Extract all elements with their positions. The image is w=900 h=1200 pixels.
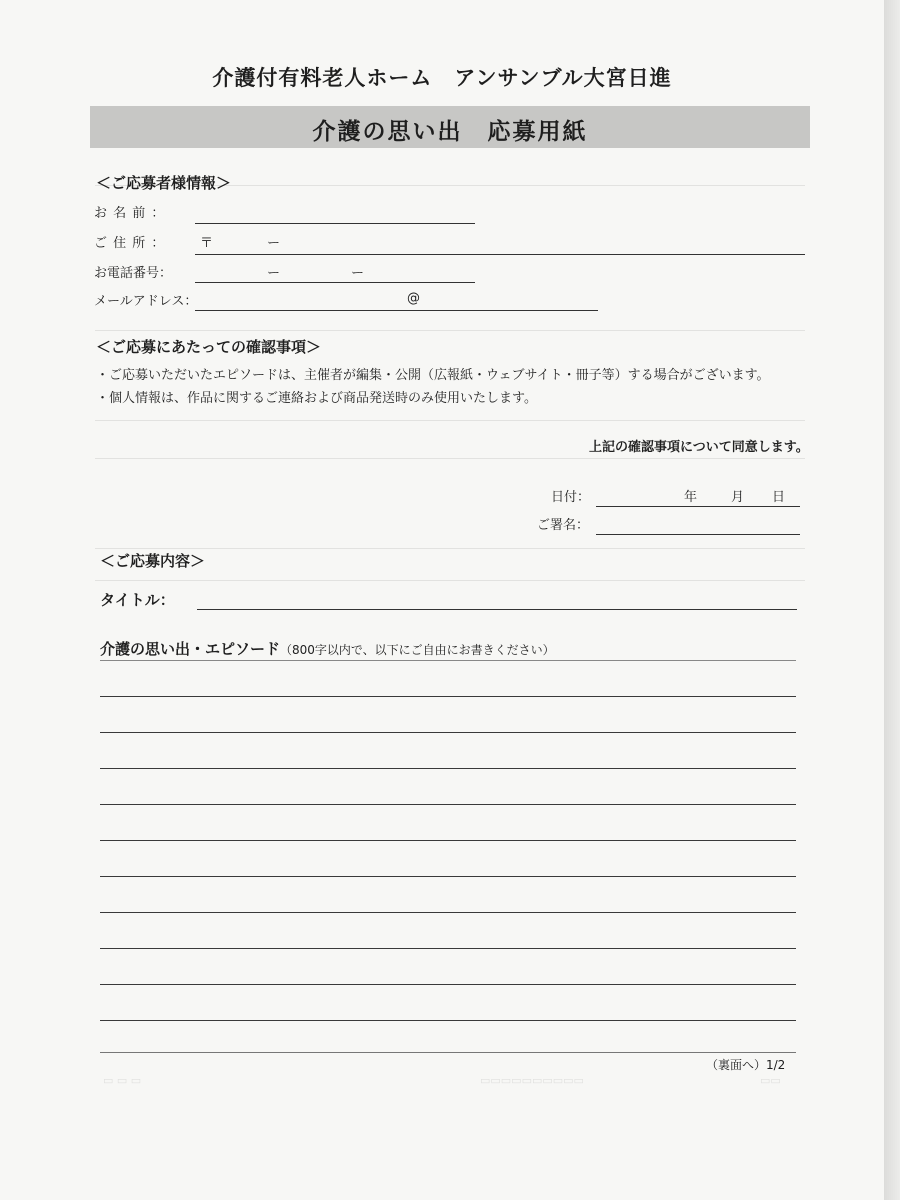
ruled-line [95, 458, 805, 459]
episode-line[interactable] [100, 948, 796, 949]
episode-instruction: （800字以内で、以下にご自由にお書きください） [280, 643, 555, 657]
phone-label: お電話番号： [94, 266, 173, 281]
title-field[interactable] [197, 609, 797, 610]
episode-line[interactable] [100, 840, 796, 841]
ruled-line [95, 330, 805, 331]
episode-label: 介護の思い出・エピソード [100, 640, 281, 658]
postal-mark: 〒 [200, 236, 214, 251]
applicant-section-heading: ＜ご応募者様情報＞ [96, 174, 232, 192]
episode-line[interactable] [100, 984, 796, 985]
organization-name: 介護付有料老人ホーム アンサンブル大宮日進 [212, 66, 672, 90]
page-indicator: （裏面へ）1/2 [706, 1058, 786, 1072]
reverse-side-show-through: ▭▭ [760, 1074, 781, 1087]
phone-field[interactable] [195, 282, 475, 283]
phone-dash: ー [267, 266, 281, 281]
background-edge [884, 0, 900, 1200]
address-label: ご 住 所 ： [94, 236, 166, 251]
date-label: 日付： [551, 490, 591, 505]
signature-label: ご署名： [537, 518, 590, 533]
ruled-line [95, 548, 805, 549]
date-field[interactable] [596, 506, 800, 507]
episode-line[interactable] [100, 876, 796, 877]
confirmation-note: ・ご応募いただいたエピソードは、主催者が編集・公開（広報紙・ウェブサイト・冊子等）する場合がございます。 [96, 368, 770, 383]
ruled-line [95, 420, 805, 421]
email-label: メールアドレス： [94, 294, 198, 309]
episode-line[interactable] [100, 1020, 796, 1021]
confirmation-section-heading: ＜ご応募にあたっての確認事項＞ [96, 338, 322, 356]
episode-line[interactable] [100, 1052, 796, 1053]
name-label: お 名 前 ： [94, 206, 166, 221]
episode-heading [100, 638, 555, 659]
month-mark: 月 [731, 490, 745, 505]
address-field[interactable] [195, 254, 805, 255]
reverse-side-show-through: ▭▭▭▭▭▭▭▭▭▭ [480, 1074, 584, 1087]
signature-field[interactable] [596, 534, 800, 535]
episode-line[interactable] [100, 804, 796, 805]
year-mark: 年 [684, 490, 698, 505]
episode-line[interactable] [100, 912, 796, 913]
postal-dash: ー [267, 236, 281, 251]
form-title: 介護の思い出 応募用紙 [312, 119, 588, 145]
agreement-statement: 上記の確認事項について同意します。 [589, 440, 809, 455]
form-title-bar [90, 106, 810, 148]
reverse-side-show-through: ▭ ▭ ▭ [103, 1074, 142, 1087]
confirmation-note: ・個人情報は、作品に関するご連絡および商品発送時のみ使用いたします。 [96, 391, 537, 406]
name-field[interactable] [195, 223, 475, 224]
episode-line[interactable] [100, 660, 796, 661]
content-section-heading: ＜ご応募内容＞ [100, 552, 206, 570]
day-mark: 日 [772, 490, 786, 505]
episode-line[interactable] [100, 696, 796, 697]
title-label: タイトル： [100, 591, 175, 609]
phone-dash: ー [351, 266, 365, 281]
email-at-mark: @ [407, 291, 420, 306]
episode-line[interactable] [100, 732, 796, 733]
episode-line[interactable] [100, 768, 796, 769]
email-field[interactable] [195, 310, 598, 311]
ruled-line [95, 580, 805, 581]
